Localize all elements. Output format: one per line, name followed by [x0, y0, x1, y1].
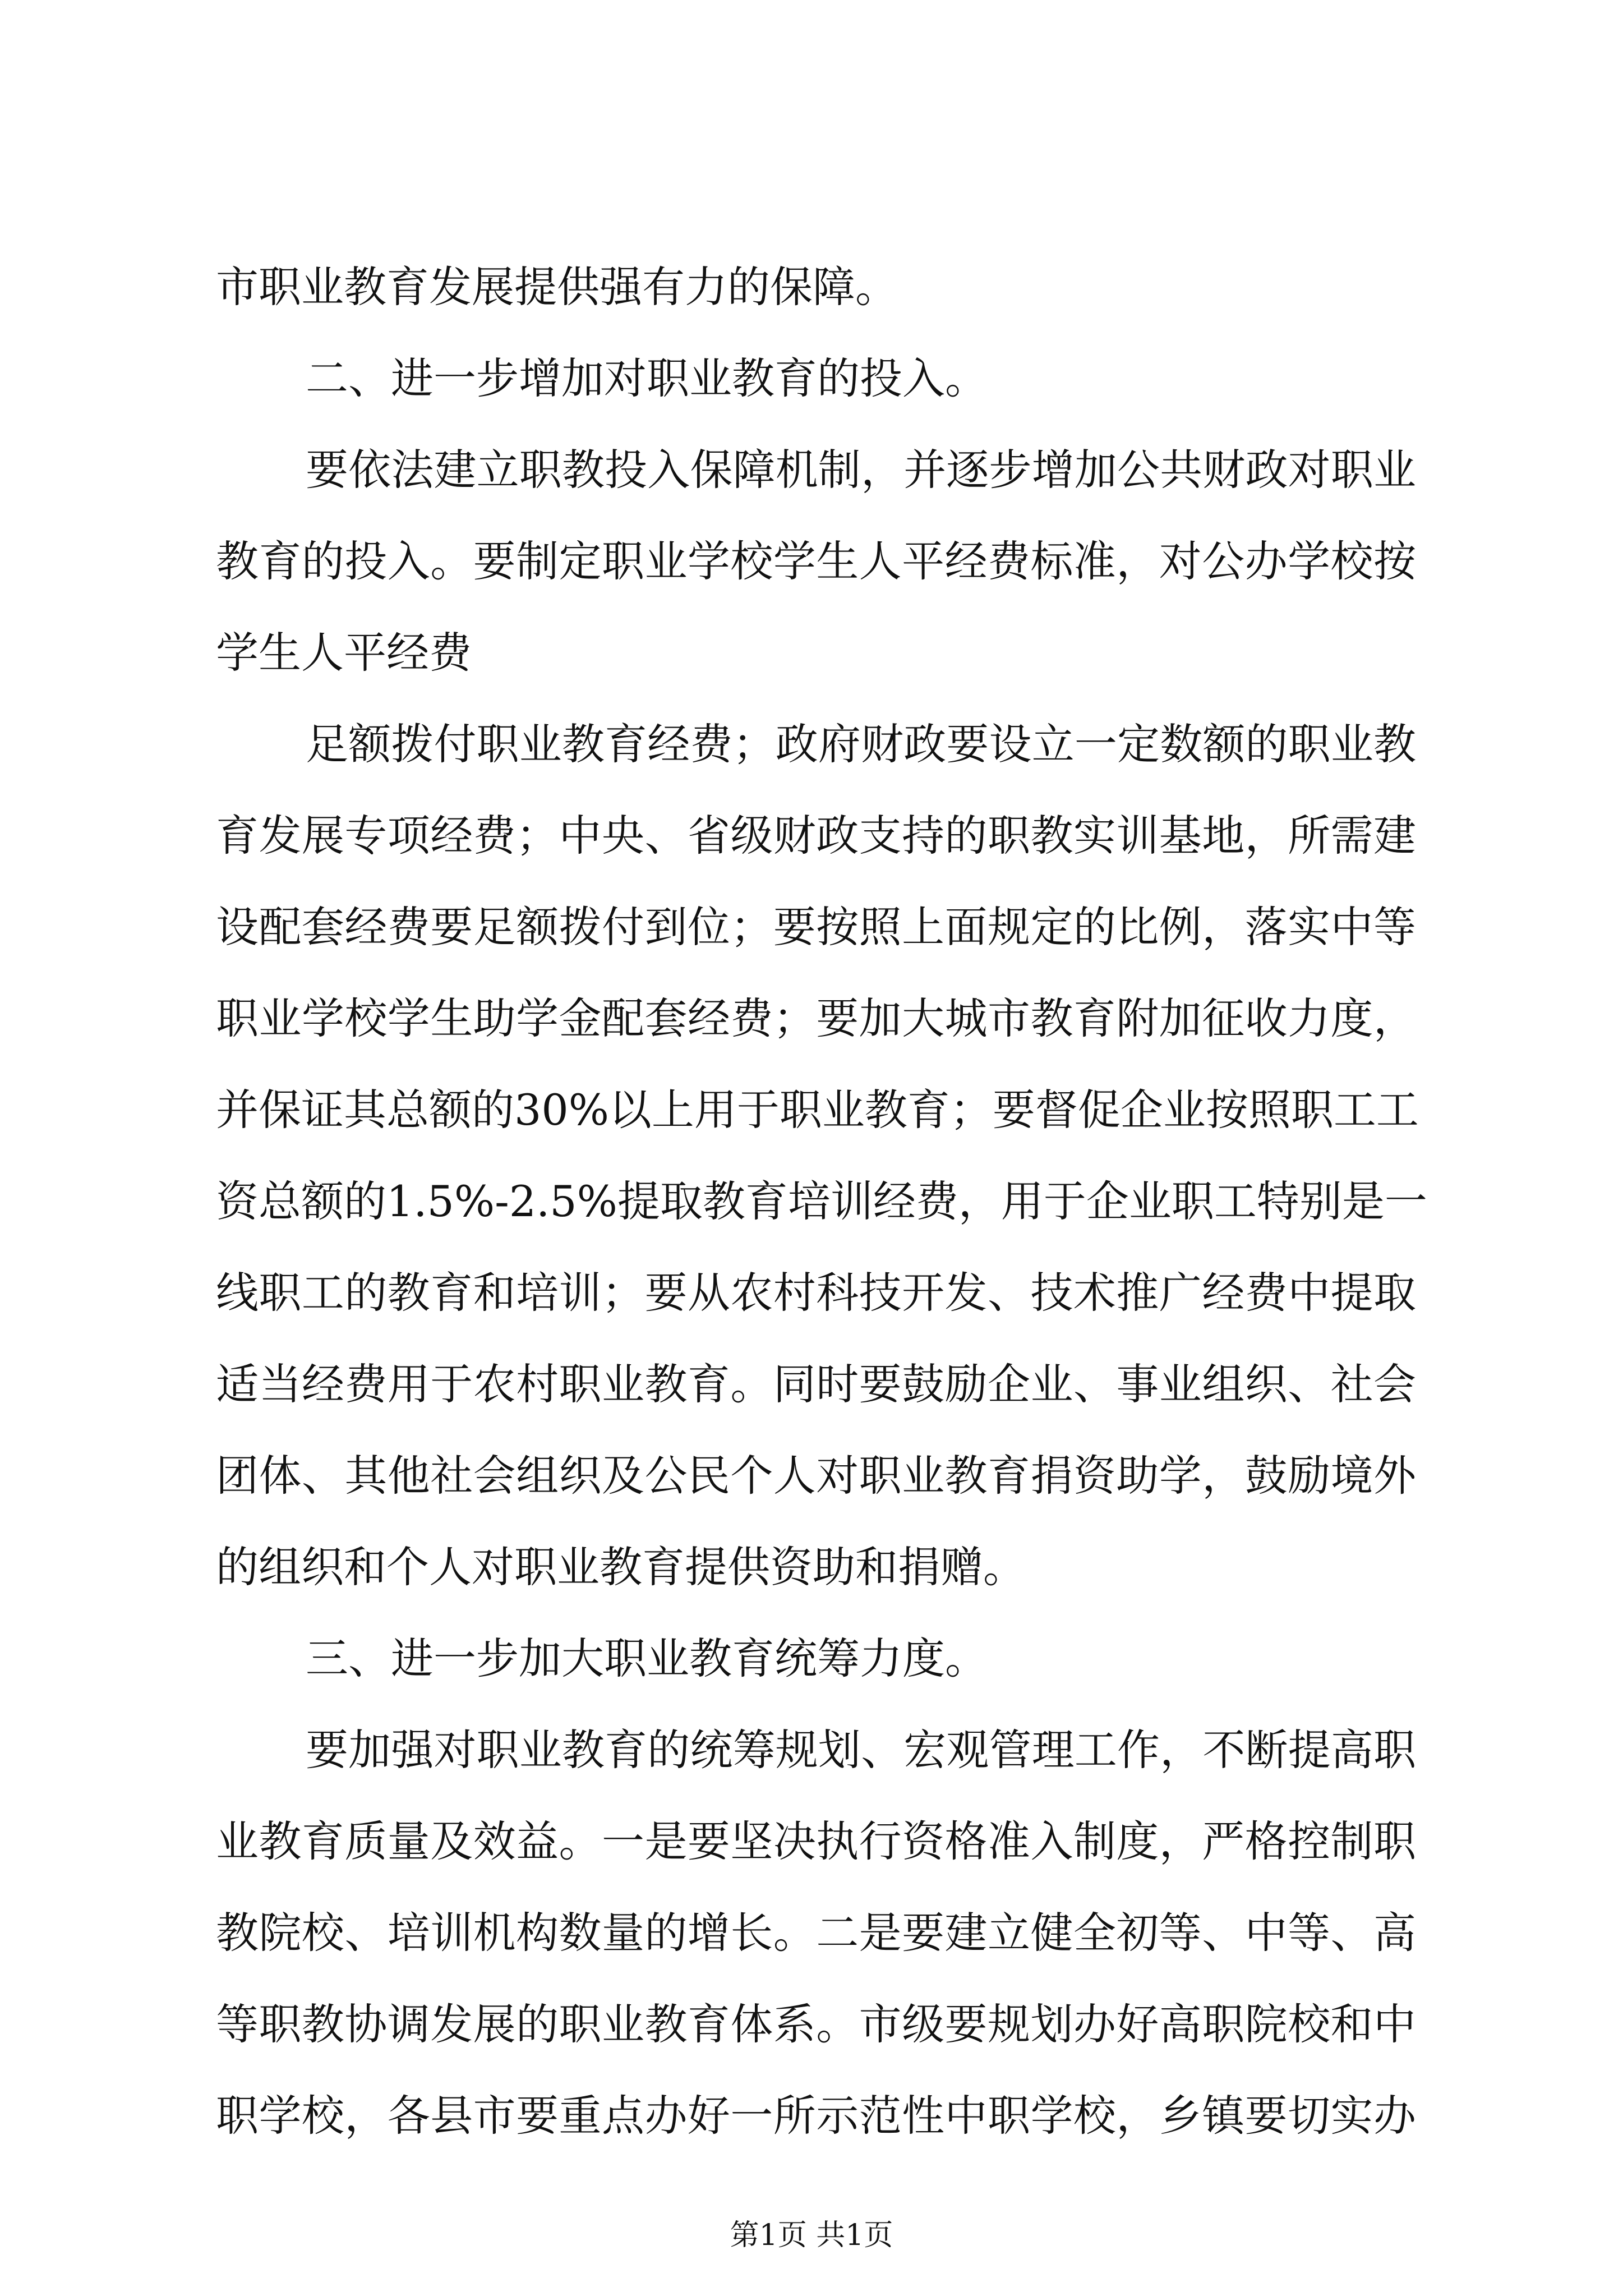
text-line: 设配套经费要足额拨付到位；要按照上面规定的比例，落实中等: [216, 902, 1416, 952]
text-line: 职学校，各县市要重点办好一所示范性中职学校，乡镇要切实办: [216, 2091, 1416, 2141]
text-line: 市职业教育发展提供强有力的保障。: [216, 262, 898, 312]
text-line: 资总额的1.5%-2.5%提取教育培训经费，用于企业职工特别是一: [216, 1176, 1427, 1226]
text-line: 教育的投入。要制定职业学校学生人平经费标准，对公办学校按: [216, 536, 1416, 586]
text-line: 团体、其他社会组织及公民个人对职业教育捐资助学，鼓励境外: [216, 1451, 1416, 1501]
text-line: 的组织和个人对职业教育提供资助和捐赠。: [216, 1542, 1026, 1592]
text-line: 业教育质量及效益。一是要坚决执行资格准入制度，严格控制职: [216, 1816, 1416, 1866]
section-heading: 二、进一步增加对职业教育的投入。: [306, 353, 988, 403]
text-line: 线职工的教育和培训；要从农村科技开发、技术推广经费中提取: [216, 1268, 1416, 1318]
text-line: 职业学校学生助学金配套经费；要加大城市教育附加征收力度，: [216, 993, 1416, 1043]
page-footer: 第1页 共1页: [730, 2219, 893, 2252]
text-line: 教院校、培训机构数量的增长。二是要建立健全初等、中等、高: [216, 1908, 1416, 1958]
text-line: 要依法建立职教投入保障机制，并逐步增加公共财政对职业: [306, 445, 1416, 495]
section-heading: 三、进一步加大职业教育统筹力度。: [306, 1634, 988, 1683]
text-line: 并保证其总额的30%以上用于职业教育；要督促企业按照职工工: [216, 1085, 1419, 1135]
text-line: 适当经费用于农村职业教育。同时要鼓励企业、事业组织、社会: [216, 1359, 1416, 1409]
text-line: 学生人平经费: [216, 628, 472, 678]
text-line: 要加强对职业教育的统筹规划、宏观管理工作，不断提高职: [306, 1725, 1416, 1775]
text-line: 足额拨付职业教育经费；政府财政要设立一定数额的职业教: [306, 719, 1416, 769]
text-line: 育发展专项经费；中央、省级财政支持的职教实训基地，所需建: [216, 811, 1416, 861]
text-line: 等职教协调发展的职业教育体系。市级要规划办好高职院校和中: [216, 1999, 1416, 2049]
